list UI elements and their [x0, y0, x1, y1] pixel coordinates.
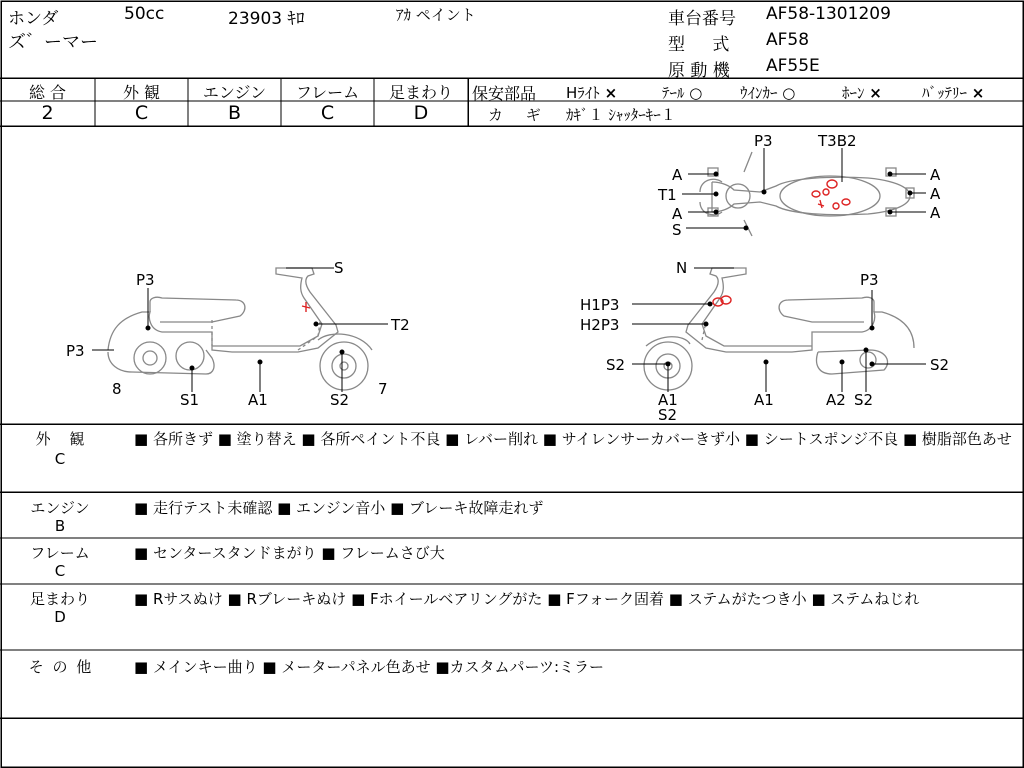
safety-item-name: Hﾗｲﾄ [566, 84, 600, 102]
label-right-n: N [676, 259, 688, 277]
label-right-s2-left: S2 [606, 356, 626, 374]
type-value: AF58 [766, 30, 810, 50]
note-engine-head: エンジン [30, 499, 90, 517]
maker: ホンダ [8, 9, 59, 29]
label-right-a1: A1 [658, 391, 678, 409]
safety-mark: × [971, 84, 985, 102]
body-color: ｱｶ ペイント [396, 6, 476, 24]
engine-label: 原 動 機 [668, 61, 730, 81]
note-frame-grade: C [54, 562, 66, 580]
damage-marks [302, 180, 850, 312]
label-top-s: S [672, 221, 682, 239]
label-right-a2: A2 [826, 391, 846, 409]
safety-mark: ○ [689, 84, 703, 102]
safety-item-name: ﾊﾞｯﾃﾘｰ [922, 84, 968, 102]
grade-suspension-value: D [413, 102, 429, 124]
label-right-a1-mid: A1 [754, 391, 774, 409]
note-frame-body: ■ センタースタンドまがり ■ フレームさび大 [134, 544, 445, 562]
label-top-t3b2: T3B2 [818, 132, 857, 150]
grade-suspension-label: 足まわり [388, 83, 453, 102]
note-exterior-body: ■ 各所きず ■ 塗り替え ■ 各所ペイント不良 ■ レバー削れ ■ サイレンサーカバーきず小 ■ シートスポンジ不良 ■ 樹脂部色あせ [134, 430, 1012, 448]
model-name: ズ゛ーマー [8, 32, 98, 53]
note-engine-body: ■ 走行テスト未確認 ■ エンジン音小 ■ ブレーキ故障走れず [134, 499, 544, 517]
label-top-a4: A [930, 185, 941, 203]
note-exterior-grade: C [54, 450, 66, 468]
safety-mark: × [604, 84, 618, 102]
label-top-a3: A [930, 166, 941, 184]
grade-frame-value: C [320, 102, 335, 124]
label-left-s1: S1 [180, 391, 200, 409]
grade-total-label: 総 合 [28, 83, 67, 102]
label-right-s2-under: S2 [658, 406, 678, 424]
engine-value: AF55E [766, 56, 820, 76]
grade-engine-value: B [227, 102, 242, 124]
key-value: ｶｷﾞ１ ｼｬｯﾀｰｷｰ１ [566, 106, 676, 124]
grade-engine-label: エンジン [202, 83, 267, 102]
grade-exterior-value: C [134, 102, 149, 124]
safety-item-name: ｳｲﾝｶｰ [740, 84, 778, 102]
label-left-s2: S2 [330, 391, 350, 409]
label-right-p3: P3 [860, 271, 879, 289]
note-other-head: そ の 他 [28, 658, 92, 676]
label-right-s2-right: S2 [930, 356, 950, 374]
label-top-a2: A [672, 205, 683, 223]
safety-mark: × [869, 84, 882, 102]
label-top-a1: A [672, 166, 683, 184]
label-left-p3-top: P3 [136, 271, 155, 289]
note-exterior-head: 外 観 [35, 430, 85, 448]
label-top-p3: P3 [754, 132, 773, 150]
displacement: 50cc [124, 4, 165, 24]
label-right-h2p3: H2P3 [580, 316, 620, 334]
note-engine-grade: B [54, 517, 66, 535]
note-suspension-body: ■ Rサスぬけ ■ Rブレーキぬけ ■ Fホイールベアリングがた ■ Fフォーク固着 ■ ステムがたつき小 ■ ステムねじれ [134, 590, 920, 608]
mileage: 23903 ｷﾛ [228, 9, 305, 29]
note-frame-head: フレーム [30, 544, 90, 562]
safety-mark: ○ [782, 84, 796, 102]
label-left-a1: A1 [248, 391, 268, 409]
label-right-s2-bottom: S2 [854, 391, 874, 409]
note-suspension-grade: D [54, 608, 66, 626]
grade-frame-label: フレーム [295, 83, 360, 102]
grade-exterior-label: 外 観 [122, 83, 161, 102]
label-left-7: 7 [378, 380, 388, 398]
key-label: カ ギ [488, 106, 541, 124]
safety-item-name: ﾎｰﾝ [842, 84, 865, 102]
label-left-8: 8 [112, 380, 122, 398]
label-left-t2: T2 [391, 316, 410, 334]
label-top-t1: T1 [658, 186, 677, 204]
safety-title: 保安部品 [472, 84, 537, 103]
label-top-a5: A [930, 204, 941, 222]
frame-no-label: 車台番号 [668, 9, 736, 29]
grade-total-value: 2 [41, 102, 54, 124]
label-left-s-top: S [334, 259, 344, 277]
scooter-top-view [700, 152, 914, 236]
note-suspension-head: 足まわり [29, 590, 90, 608]
label-right-h1p3: H1P3 [580, 296, 620, 314]
type-label: 型 式 [668, 35, 730, 55]
frame-no: AF58-1301209 [766, 4, 891, 24]
safety-item-name: ﾃｰﾙ [662, 84, 685, 102]
label-left-p3-side: P3 [66, 342, 85, 360]
note-other-body: ■ メインキー曲り ■ メーターパネル色あせ ■カスタムパーツ:ミラー [134, 658, 604, 676]
